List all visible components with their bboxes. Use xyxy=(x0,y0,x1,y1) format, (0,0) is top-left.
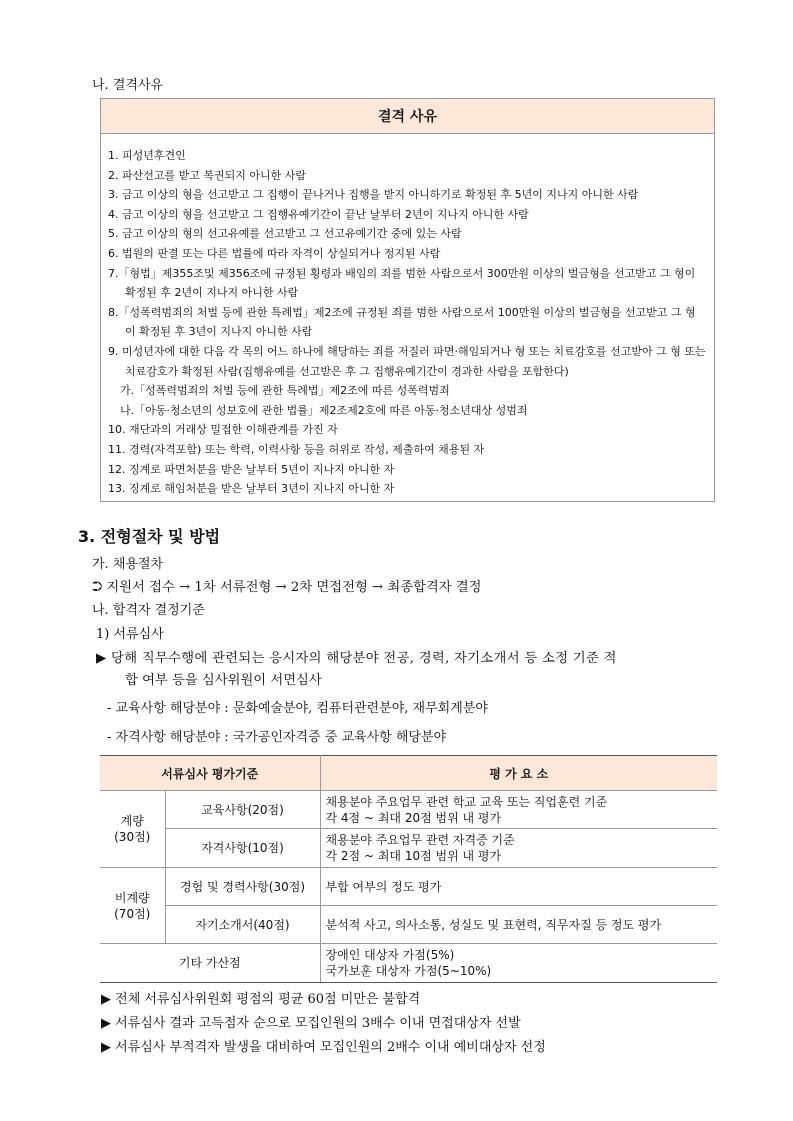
criteria-item: 교육사항(20점) xyxy=(165,791,320,829)
section-title: 3. 전형절차 및 방법 xyxy=(78,527,221,546)
table-header-row xyxy=(100,756,717,791)
list-item: 10. 재단과의 거래상 밀접한 이해관계를 가진 자 xyxy=(108,423,338,437)
disqualification-header: 결격 사유 xyxy=(101,99,714,134)
table-header-elements: 평 가 요 소 xyxy=(320,756,717,791)
table-row xyxy=(100,829,717,868)
note-item: ▶ 전체 서류심사위원회 평점의 평균 60점 미만은 불합격 xyxy=(101,992,421,1007)
list-item: 4. 금고 이상의 형을 선고받고 그 집행유예기간이 끝난 날부터 2년이 지나지 아니한 사람 xyxy=(108,207,529,221)
table-row xyxy=(100,944,717,983)
bonus-label: 기타 가산점 xyxy=(100,944,320,983)
subsection-heading-process: 가. 채용절차 xyxy=(92,557,164,572)
note-item: ▶ 서류심사 결과 고득점자 순으로 모집인원의 3배수 이내 면접대상자 선발 xyxy=(101,1016,521,1031)
table-header-criteria: 서류심사 평가기준 xyxy=(100,756,320,791)
subsection-heading-criteria: 나. 합격자 결정기준 xyxy=(92,603,205,618)
subsection-heading-document-review: 1) 서류심사 xyxy=(96,627,164,642)
list-item: 5. 금고 이상의 형의 선고유예를 선고받고 그 선고유예기간 중에 있는 사람 xyxy=(108,227,462,241)
table-row xyxy=(100,868,717,906)
list-item: 6. 법원의 판결 또는 다른 법률에 따라 자격이 상실되거나 정지된 사람 xyxy=(108,246,441,260)
education-field-note: - 교육사항 해당분야 : 문화예술분야, 컴퓨터관련분야, 재무회계분야 xyxy=(107,701,488,716)
list-sub-item: 나.「아동·청소년의 성보호에 관한 법률」제2조제2호에 따른 아동·청소년대상 성범죄 xyxy=(120,403,528,417)
table-row xyxy=(100,906,717,944)
criteria-desc: 채용분야 주요업무 관련 학교 교육 또는 직업훈련 기준 각 4점 ~ 최대 20점 범위 내 평가 xyxy=(320,791,717,829)
list-item: 13. 징계로 해임처분을 받은 날부터 3년이 지나지 아니한 자 xyxy=(108,482,395,496)
review-description-line1: ▶ 당해 직무수행에 관련되는 응시자의 해당분야 전공, 경력, 자기소개서 등 소정 기준 적 xyxy=(96,651,617,666)
section-heading-disqualification: 나. 결격사유 xyxy=(92,78,164,93)
criteria-desc: 부합 여부의 정도 평가 xyxy=(320,868,717,906)
group-qualitative: 비계량 (70점) xyxy=(100,868,165,944)
bonus-desc: 장애인 대상자 가점(5%) 국가보훈 대상자 가점(5~10%) xyxy=(320,944,717,983)
disqualification-list xyxy=(101,134,714,499)
list-item: 3. 금고 이상의 형을 선고받고 그 집행이 끝나거나 집행을 받지 아니하기로 확정된 후 5년이 지나지 아니한 사람 xyxy=(108,188,639,202)
list-item: 1. 피성년후견인 xyxy=(108,149,186,162)
criteria-desc: 채용분야 주요업무 관련 자격증 기준 각 2점 ~ 최대 10점 범위 내 평가 xyxy=(320,829,717,868)
note-item: ▶ 서류심사 부적격자 발생을 대비하여 모집인원의 2배수 이내 예비대상자 선정 xyxy=(101,1040,546,1055)
criteria-desc: 분석적 사고, 의사소통, 성실도 및 표현력, 직무자질 등 정도 평가 xyxy=(320,906,717,944)
group-quantitative: 계량 (30점) xyxy=(100,791,165,868)
table-row xyxy=(100,791,717,829)
list-item: 9. 미성년자에 대한 다음 각 목의 어느 하나에 해당하는 죄를 저질러 파면·해임되거나 형 또는 치료감호를 선고받아 그 형 또는 치료감호가 확정된 사람(집행유예를 선고받은 후 그 집행유예기간이 경과한 사람을 포함한다) xyxy=(108,344,706,378)
list-item: 11. 경력(자격포함) 또는 학력, 이력사항 등을 허위로 작성, 제출하여 채용된 자 xyxy=(108,442,485,456)
list-item: 8.「성폭력범죄의 처벌 등에 관한 특례법」제2조에 규정된 죄를 범한 사람으로서 100만원 이상의 벌금형을 선고받고 그 형이 확정된 후 3년이 지나지 아니한 사람 xyxy=(108,305,696,339)
list-item: 7.「형법」제355조및 제356조에 규정된 횡령과 배임의 죄를 범한 사람으로서 300만원 이상의 벌금형을 선고받고 그 형이 확정된 후 2년이 지나지 아니한 사람 xyxy=(108,266,696,300)
criteria-item: 경험 및 경력사항(30점) xyxy=(165,868,320,906)
criteria-item: 자격사항(10점) xyxy=(165,829,320,868)
list-sub-item: 가.「성폭력범죄의 처벌 등에 관한 특례법」제2조에 따른 성폭력범죄 xyxy=(120,384,450,398)
disqualification-box xyxy=(100,98,715,502)
criteria-item: 자기소개서(40점) xyxy=(165,906,320,944)
license-field-note: - 자격사항 해당분야 : 국가공인자격증 중 교육사항 해당분야 xyxy=(107,730,447,745)
list-item: 12. 징계로 파면처분을 받은 날부터 5년이 지나지 아니한 자 xyxy=(108,462,395,476)
review-description-line2: 합 여부 등을 심사위원이 서면심사 xyxy=(125,673,322,688)
evaluation-criteria-table xyxy=(100,755,717,983)
list-item: 2. 파산선고를 받고 복권되지 아니한 사람 xyxy=(108,168,306,182)
process-flow: ⮊ 지원서 접수 → 1차 서류전형 → 2차 면접전형 → 최종합격자 결정 xyxy=(92,580,482,595)
